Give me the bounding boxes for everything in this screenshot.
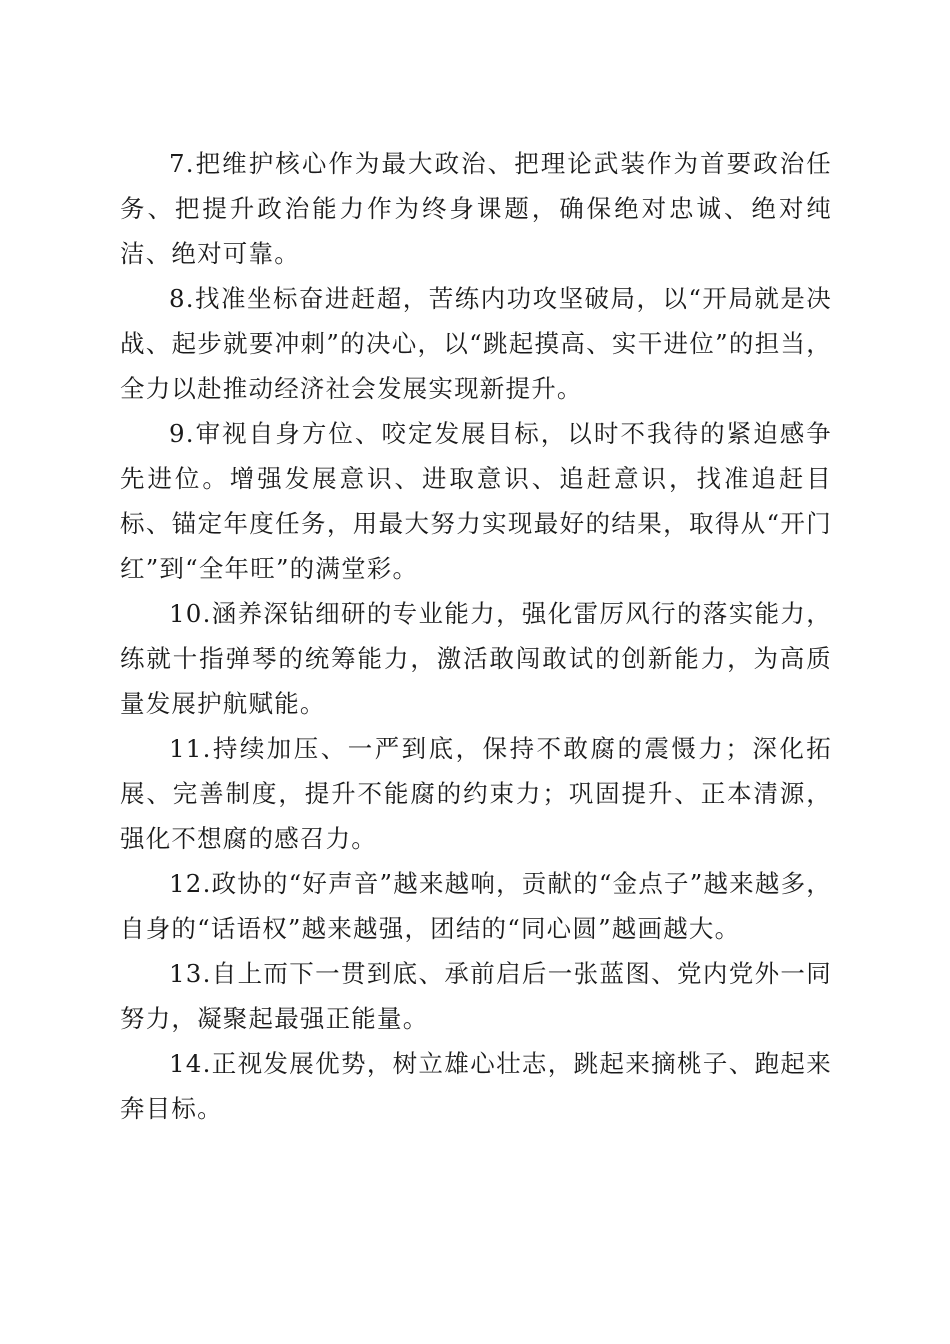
paragraph-7: 7.把维护核心作为最大政治、把理论武装作为首要政治任务、把提升政治能力作为终身课题，确保绝对忠诚、绝对纯洁、绝对可靠。 [120,149,832,268]
paragraph-12: 12.政协的“好声音”越来越响，贡献的“金点子”越来越多，自身的“话语权”越来越强，团结的“同心圆”越画越大。 [120,869,832,943]
paragraph-13: 13.自上而下一贯到底、承前启后一张蓝图、党内党外一同努力，凝聚起最强正能量。 [120,959,832,1033]
paragraph-9: 9.审视自身方位、咬定发展目标，以时不我待的紧迫感争先进位。增强发展意识、进取意识、追赶意识，找准追赶目标、锚定年度任务，用最大努力实现最好的结果，取得从“开门红”到“全年旺”的满堂彩。 [120,419,832,583]
paragraph-8: 8.找准坐标奋进赶超，苦练内功攻坚破局，以“开局就是决战、起步就要冲刺”的决心，以“跳起摸高、实干进位”的担当，全力以赴推动经济社会发展实现新提升。 [120,284,832,403]
paragraph-10: 10.涵养深钻细研的专业能力，强化雷厉风行的落实能力，练就十指弹琴的统筹能力，激活敢闯敢试的创新能力，为高质量发展护航赋能。 [120,599,832,718]
paragraph-14: 14.正视发展优势，树立雄心壮志，跳起来摘桃子、跑起来奔目标。 [120,1049,832,1123]
paragraph-11: 11.持续加压、一严到底，保持不敢腐的震慑力；深化拓展、完善制度，提升不能腐的约束力；巩固提升、正本清源，强化不想腐的感召力。 [120,734,832,853]
document-body [120,141,832,1131]
